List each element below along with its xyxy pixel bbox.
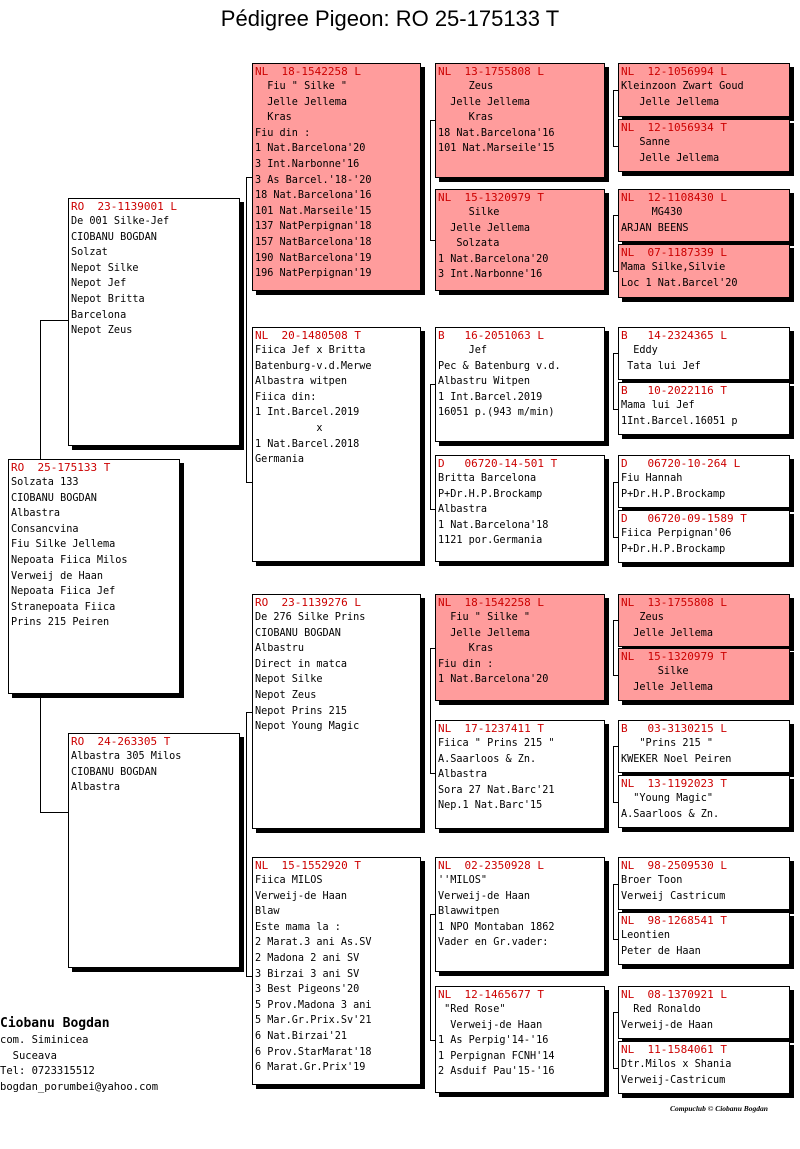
connector-line xyxy=(613,746,614,802)
pedigree-line: 1 NPO Montaban 1862 xyxy=(438,921,555,933)
ring-number: NL 12-1108430 L xyxy=(621,191,727,204)
connector-line xyxy=(613,482,618,483)
pedigree-line: 3 Birzai 3 ani SV xyxy=(255,968,360,980)
pedigree-line: Nepot Young Magic xyxy=(255,721,360,733)
ring-number: NL 20-1480508 T xyxy=(255,329,361,342)
pedigree-line: MG430 xyxy=(621,207,683,218)
pedigree-box-sdd xyxy=(435,455,605,562)
pedigree-line: Nepot Britta xyxy=(71,293,145,305)
pedigree-line: Albastra xyxy=(438,504,488,516)
ring-number: NL 98-2509530 L xyxy=(621,859,727,872)
pedigree-line: Verweij de Haan xyxy=(11,570,104,582)
pedigree-line: Solzat xyxy=(71,247,108,259)
pedigree-line: 5 Prov.Madona 3 ani xyxy=(255,999,372,1011)
connector-line xyxy=(430,384,435,385)
pedigree-line: "Red Rose" xyxy=(438,1004,506,1015)
connector-line xyxy=(613,620,614,675)
pedigree-line: Jelle Jellema xyxy=(621,681,714,693)
pedigree-line: Leontien xyxy=(621,930,671,941)
pedigree-line: Stranepoata Fiica xyxy=(11,601,116,613)
pedigree-line: Verweij-de Haan xyxy=(621,1019,714,1031)
connector-line xyxy=(430,509,435,510)
pedigree-line: 137 NatPerpignan'18 xyxy=(255,221,372,233)
connector-line xyxy=(40,320,41,460)
pedigree-line: x xyxy=(255,422,323,434)
pedigree-line: Consancvina xyxy=(11,523,79,535)
pedigree-line: Albastra 305 Milos xyxy=(71,751,182,762)
pedigree-line: Fiica Perpignan'06 xyxy=(621,528,732,539)
ring-number: D 06720-09-1589 T xyxy=(621,512,747,525)
pedigree-line: 101 Nat.Marseile'15 xyxy=(438,143,555,155)
pedigree-box-ssd xyxy=(435,189,605,291)
connector-line xyxy=(613,215,614,271)
ring-number: NL 02-2350928 L xyxy=(438,859,544,872)
pedigree-line: 16051 p.(943 m/min) xyxy=(438,407,555,419)
pedigree-line: 1 Int.Barcel.2019 xyxy=(255,407,360,419)
connector-line xyxy=(613,353,618,354)
owner-email: bogdan_porumbei@yahoo.com xyxy=(0,1080,159,1093)
pedigree-line: Verweij-de Haan xyxy=(255,890,348,902)
connector-line xyxy=(430,648,431,773)
pedigree-line: Jelle Jellema xyxy=(438,222,531,234)
pedigree-line: Nepot Silke xyxy=(255,674,323,686)
ring-number: NL 07-1187339 L xyxy=(621,246,727,259)
ring-number: NL 15-1320979 T xyxy=(438,191,544,204)
connector-line xyxy=(430,240,435,241)
pedigree-line: Batenburg-v.d.Merwe xyxy=(255,360,372,372)
connector-line xyxy=(613,675,618,676)
connector-line xyxy=(613,271,618,272)
pedigree-line: 196 NatPerpignan'19 xyxy=(255,268,372,280)
pedigree-box-ss xyxy=(252,63,421,291)
pedigree-box-g6a xyxy=(618,720,790,773)
ring-number: D 06720-14-501 T xyxy=(438,457,558,470)
pedigree-line: A.Saarloos & Zn. xyxy=(438,753,537,765)
connector-line xyxy=(613,90,614,146)
pedigree-line: Zeus xyxy=(438,81,494,92)
pedigree-line: Silke xyxy=(621,666,689,677)
pedigree-box-ddd xyxy=(435,986,605,1093)
pedigree-line: Dtr.Milos x Shania xyxy=(621,1059,732,1070)
connector-line xyxy=(246,712,247,976)
pedigree-line: Fiica " Prins 215 " xyxy=(438,738,555,749)
pedigree-line: Este mama la : xyxy=(255,921,341,933)
connector-line xyxy=(613,746,618,747)
connector-line xyxy=(430,914,431,1040)
pedigree-line: Sora 27 Nat.Barc'21 xyxy=(438,784,555,796)
owner-phone: Tel: 0723315512 xyxy=(0,1065,95,1077)
pedigree-box-sd xyxy=(252,327,421,562)
pedigree-box-dam xyxy=(68,733,240,968)
pedigree-line: Fiu din : xyxy=(438,658,494,670)
pedigree-line: 1 Perpignan FCNH'14 xyxy=(438,1050,555,1062)
pedigree-line: ARJAN BEENS xyxy=(621,222,689,234)
pedigree-line: 1 Nat.Barcelona'18 xyxy=(438,519,549,531)
pedigree-line: Blaw xyxy=(255,906,280,918)
pedigree-line: Jelle Jellema xyxy=(621,96,720,108)
pedigree-line: Fiu din : xyxy=(255,127,311,139)
ring-number: B 14-2324365 L xyxy=(621,329,727,342)
connector-line xyxy=(430,648,435,649)
pedigree-line: Albastru Witpen xyxy=(438,376,531,388)
connector-line xyxy=(430,914,435,915)
ring-number: NL 13-1755808 L xyxy=(438,65,544,78)
pedigree-line: 1 Nat.Barcelona'20 xyxy=(438,253,549,265)
pedigree-box-g8a xyxy=(618,986,790,1039)
pedigree-line: Germania xyxy=(255,454,305,466)
pedigree-line: Silke xyxy=(438,207,500,218)
pedigree-line: Mama Silke,Silvie xyxy=(621,262,726,273)
pedigree-line: 1Int.Barcel.16051 p xyxy=(621,415,738,427)
pedigree-line: Nepot Jef xyxy=(71,278,127,290)
pedigree-line: Loc 1 Nat.Barcel'20 xyxy=(621,277,738,289)
connector-line xyxy=(613,884,614,939)
connector-line xyxy=(430,384,431,509)
pedigree-line: "Young Magic" xyxy=(621,793,714,804)
connector-line xyxy=(613,802,618,803)
pedigree-line: De 276 Silke Prins xyxy=(255,612,366,623)
connector-line xyxy=(246,482,252,483)
connector-line xyxy=(430,120,435,121)
pedigree-line: Albastra xyxy=(438,769,488,781)
pedigree-line: 18 Nat.Barcelona'16 xyxy=(438,127,555,139)
pedigree-line: P+Dr.H.P.Brockamp xyxy=(621,488,726,500)
pedigree-line: Nepoata Fiica Jef xyxy=(11,586,116,598)
pedigree-box-sds xyxy=(435,327,605,442)
pedigree-line: P+Dr.H.P.Brockamp xyxy=(621,543,726,555)
connector-line xyxy=(246,177,252,178)
ring-number: NL 15-1552920 T xyxy=(255,859,361,872)
ring-number: NL 18-1542258 L xyxy=(438,596,544,609)
pedigree-box-g8b xyxy=(618,1041,790,1094)
connector-line xyxy=(613,620,618,621)
pedigree-line: CIOBANU BOGDAN xyxy=(71,231,157,243)
pedigree-line: Direct in matca xyxy=(255,658,348,670)
connector-line xyxy=(430,1040,435,1041)
pedigree-line: 1 Nat.Barcelona'20 xyxy=(438,674,549,686)
connector-line xyxy=(430,120,431,240)
pedigree-line: Fiu " Silke " xyxy=(438,612,531,623)
pedigree-line: 1 Nat.Barcel.2018 xyxy=(255,438,360,450)
owner-name: Ciobanu Bogdan xyxy=(0,1016,110,1031)
connector-line xyxy=(246,976,252,977)
pedigree-line: 3 Int.Narbonne'16 xyxy=(438,269,543,281)
page-title: Pédigree Pigeon: RO 25-175133 T xyxy=(220,6,560,31)
pedigree-line: 2 Asduif Pau'15-'16 xyxy=(438,1066,555,1078)
footer-credit: Compuclub © Ciobanu Bogdan xyxy=(670,1104,768,1113)
pedigree-line: Verweij-de Haan xyxy=(438,890,531,902)
connector-line xyxy=(613,146,618,147)
pedigree-box-g7b xyxy=(618,912,790,965)
pedigree-line: Jelle Jellema xyxy=(438,96,531,108)
pedigree-line: "Prins 215 " xyxy=(621,738,714,749)
pedigree-box-subject xyxy=(8,459,180,694)
ring-number: RO 24-263305 T xyxy=(71,735,171,748)
pedigree-line: Verweij Castricum xyxy=(621,890,726,902)
pedigree-line: Kleinzoon Zwart Goud xyxy=(621,81,744,92)
pedigree-line: 5 Mar.Gr.Prix.Sv'21 xyxy=(255,1015,372,1027)
pedigree-line: Solzata xyxy=(438,238,500,250)
pedigree-line: Fiu Hannah xyxy=(621,473,683,484)
pedigree-line: 6 Nat.Birzai'21 xyxy=(255,1030,348,1042)
pedigree-box-g2a xyxy=(618,189,790,242)
pedigree-line: 3 Best Pigeons'20 xyxy=(255,984,360,996)
pedigree-box-g6b xyxy=(618,775,790,828)
pedigree-line: Nepot Zeus xyxy=(255,689,317,701)
pedigree-line: Prins 215 Peiren xyxy=(11,617,110,629)
pedigree-line: Albastra xyxy=(71,782,121,794)
pedigree-box-g1b xyxy=(618,119,790,172)
ring-number: NL 17-1237411 T xyxy=(438,722,544,735)
ring-number: RO 23-1139276 L xyxy=(255,596,361,609)
pedigree-line: Nepoata Fiica Milos xyxy=(11,554,128,566)
pedigree-line: 101 Nat.Marseile'15 xyxy=(255,205,372,217)
pedigree-box-dss xyxy=(435,594,605,701)
ring-number: B 03-3130215 L xyxy=(621,722,727,735)
pedigree-line: Peter de Haan xyxy=(621,945,701,957)
pedigree-line: De 001 Silke-Jef xyxy=(71,216,170,227)
ring-number: NL 98-1268541 T xyxy=(621,914,727,927)
pedigree-line: 6 Prov.StarMarat'18 xyxy=(255,1046,372,1058)
pedigree-line: Albastra xyxy=(11,508,61,520)
connector-line xyxy=(613,1012,614,1068)
connector-line xyxy=(40,320,68,321)
pedigree-line: 157 NatBarcelona'18 xyxy=(255,236,372,248)
pedigree-line: A.Saarloos & Zn. xyxy=(621,808,720,820)
connector-line xyxy=(613,90,618,91)
connector-line xyxy=(613,1012,618,1013)
pedigree-line: Fiica din: xyxy=(255,391,317,403)
connector-line xyxy=(40,812,68,813)
ring-number: NL 15-1320979 T xyxy=(621,650,727,663)
connector-line xyxy=(613,215,618,216)
pedigree-line: Fiica Jef x Britta xyxy=(255,345,366,356)
connector-line xyxy=(246,712,252,713)
pedigree-line: 18 Nat.Barcelona'16 xyxy=(255,190,372,202)
pedigree-line: Jelle Jellema xyxy=(621,627,714,639)
pedigree-line: P+Dr.H.P.Brockamp xyxy=(438,488,543,500)
pedigree-line: Mama lui Jef xyxy=(621,400,695,411)
pedigree-line: Red Ronaldo xyxy=(621,1004,701,1015)
pedigree-line: Broer Toon xyxy=(621,875,683,886)
pedigree-box-dsd xyxy=(435,720,605,829)
connector-line xyxy=(430,773,435,774)
connector-line xyxy=(613,353,614,409)
ring-number: B 10-2022116 T xyxy=(621,384,727,397)
ring-number: RO 23-1139001 L xyxy=(71,200,177,213)
pedigree-line: Zeus xyxy=(621,612,664,623)
pedigree-box-g7a xyxy=(618,857,790,910)
pedigree-line: Barcelona xyxy=(71,309,127,321)
pedigree-line: Verweij-de Haan xyxy=(438,1019,543,1031)
ring-number: NL 18-1542258 L xyxy=(255,65,361,78)
pedigree-line: 3 As Barcel.'18-'20 xyxy=(255,174,372,186)
pedigree-line: CIOBANU BOGDAN xyxy=(11,492,97,504)
pedigree-line: Jelle Jellema xyxy=(255,96,348,108)
connector-line xyxy=(613,537,618,538)
pedigree-box-ds xyxy=(252,594,421,829)
pedigree-line: Jelle Jellema xyxy=(438,627,531,639)
pedigree-box-g5a xyxy=(618,594,790,647)
ring-number: NL 13-1755808 L xyxy=(621,596,727,609)
ring-number: NL 08-1370921 L xyxy=(621,988,727,1001)
owner-address-line: Suceava xyxy=(0,1049,57,1062)
pedigree-line: Nep.1 Nat.Barc'15 xyxy=(438,800,543,812)
pedigree-line: Kras xyxy=(255,112,292,124)
pedigree-line: ''MILOS" xyxy=(438,875,488,886)
pedigree-line: Eddy xyxy=(621,345,658,356)
connector-line xyxy=(613,482,614,537)
pedigree-line: Nepot Prins 215 xyxy=(255,705,348,717)
pedigree-line: 6 Marat.Gr.Prix'19 xyxy=(255,1062,366,1074)
connector-line xyxy=(613,1068,618,1069)
pedigree-line: CIOBANU BOGDAN xyxy=(255,627,341,639)
ring-number: NL 12-1056994 L xyxy=(621,65,727,78)
pedigree-box-g1a xyxy=(618,63,790,117)
pedigree-line: 3 Int.Narbonne'16 xyxy=(255,158,360,170)
ring-number: B 16-2051063 L xyxy=(438,329,544,342)
pedigree-line: Nepot Zeus xyxy=(71,325,133,337)
ring-number: NL 12-1465677 T xyxy=(438,988,544,1001)
ring-number: RO 25-175133 T xyxy=(11,461,111,474)
pedigree-box-g2b xyxy=(618,244,790,298)
pedigree-line: Nepot Silke xyxy=(71,262,139,274)
pedigree-box-g4a xyxy=(618,455,790,508)
pedigree-line: Tata lui Jef xyxy=(621,360,701,372)
pedigree-box-g3b xyxy=(618,382,790,435)
pedigree-line: 2 Madona 2 ani SV xyxy=(255,952,360,964)
ring-number: D 06720-10-264 L xyxy=(621,457,741,470)
pedigree-line: 1 Nat.Barcelona'20 xyxy=(255,143,366,155)
pedigree-box-sss xyxy=(435,63,605,178)
owner-block xyxy=(0,1015,158,1095)
pedigree-line: Albastra witpen xyxy=(255,376,348,388)
pedigree-line: Pec & Batenburg v.d. xyxy=(438,360,561,372)
connector-line xyxy=(613,884,618,885)
pedigree-box-dds xyxy=(435,857,605,972)
pedigree-line: 1121 por.Germania xyxy=(438,535,543,547)
ring-number: NL 11-1584061 T xyxy=(621,1043,727,1056)
pedigree-line: Vader en Gr.vader: xyxy=(438,937,549,949)
connector-line xyxy=(246,177,247,482)
pedigree-box-g4b xyxy=(618,510,790,563)
pedigree-box-g5b xyxy=(618,648,790,701)
pedigree-line: 1 As Perpig'14-'16 xyxy=(438,1035,549,1047)
pedigree-line: Fiu " Silke " xyxy=(255,81,348,92)
connector-line xyxy=(613,939,618,940)
pedigree-box-dd xyxy=(252,857,421,1085)
ring-number: NL 12-1056934 T xyxy=(621,121,727,134)
pedigree-line: Sanne xyxy=(621,137,671,148)
pedigree-line: Solzata 133 xyxy=(11,477,79,488)
pedigree-line: Britta Barcelona xyxy=(438,473,537,484)
pedigree-box-g3a xyxy=(618,327,790,380)
pedigree-line: Jelle Jellema xyxy=(621,152,720,164)
owner-address-line: com. Siminicea xyxy=(0,1034,89,1046)
pedigree-line: Jef xyxy=(438,345,488,356)
pedigree-line: 190 NatBarcelona'19 xyxy=(255,252,372,264)
pedigree-line: Kras xyxy=(438,112,494,124)
pedigree-line: Fiica MILOS xyxy=(255,875,323,886)
pedigree-line: 1 Int.Barcel.2019 xyxy=(438,391,543,403)
pedigree-line: Blawwitpen xyxy=(438,906,500,918)
pedigree-line: Verweij-Castricum xyxy=(621,1074,726,1086)
connector-line xyxy=(613,409,618,410)
pedigree-line: Kras xyxy=(438,643,494,655)
pedigree-line: KWEKER Noel Peiren xyxy=(621,753,732,765)
ring-number: NL 13-1192023 T xyxy=(621,777,727,790)
pedigree-line: Albastru xyxy=(255,643,305,655)
pedigree-line: Fiu Silke Jellema xyxy=(11,539,116,551)
pedigree-box-sire xyxy=(68,198,240,446)
connector-line xyxy=(40,694,41,813)
pedigree-line: CIOBANU BOGDAN xyxy=(71,766,157,778)
pedigree-line: 2 Marat.3 ani As.SV xyxy=(255,937,372,949)
